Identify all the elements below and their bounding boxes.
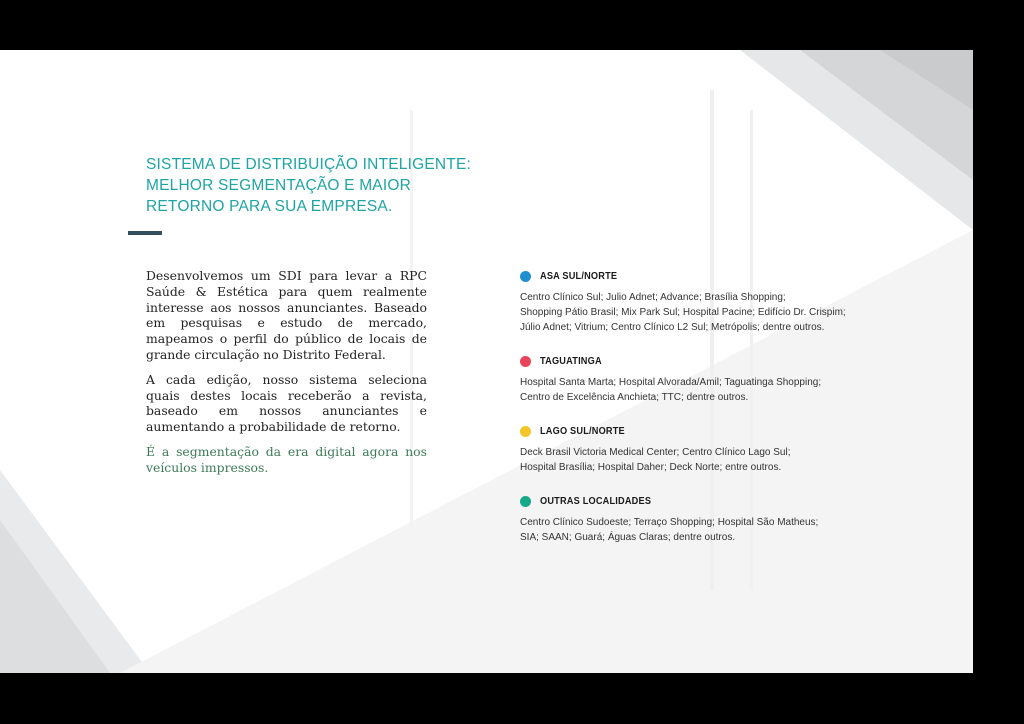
region-title: TAGUATINGA — [540, 355, 602, 367]
intro-paragraph-highlight: É a segmentação da era digital agora nos veículos impressos. — [146, 443, 427, 475]
region-location-line: SIA; SAAN; Guará; Águas Claras; dentre outros. — [520, 532, 736, 543]
region-dot-icon — [520, 271, 531, 282]
region-locations — [520, 375, 900, 405]
region-title: ASA SUL/NORTE — [540, 270, 618, 282]
brochure-page — [0, 50, 973, 673]
region-title: OUTRAS LOCALIDADES — [540, 495, 652, 507]
region-outras-localidades — [520, 493, 900, 545]
region-asa-sul-norte — [520, 268, 900, 335]
region-locations — [520, 515, 900, 545]
region-location-line: Centro de Excelência Anchieta; TTC; dentre outros. — [520, 392, 749, 403]
headline — [146, 154, 486, 217]
region-dot-icon — [520, 426, 531, 437]
accent-divider — [128, 231, 162, 235]
region-locations — [520, 290, 900, 335]
region-location-line: Hospital Santa Marta; Hospital Alvorada/Amil; Taguatinga Shopping; — [520, 377, 822, 388]
intro-text — [146, 268, 427, 485]
region-location-line: Shopping Pátio Brasil; Mix Park Sul; Hospital Pacine; Edifício Dr. Crispim; — [520, 307, 846, 318]
region-dot-icon — [520, 356, 531, 367]
region-location-line: Hospital Brasília; Hospital Daher; Deck Norte; entre outros. — [520, 462, 782, 473]
headline-line-1: SISTEMA DE DISTRIBUIÇÃO INTELIGENTE: — [146, 156, 472, 173]
region-location-line: Júlio Adnet; Vitrium; Centro Clínico L2 Sul; Metrópolis; dentre outros. — [520, 322, 825, 333]
headline-line-3: RETORNO PARA SUA EMPRESA. — [146, 198, 393, 215]
region-dot-icon — [520, 496, 531, 507]
intro-paragraph-2: A cada edição, nosso sistema seleciona quais destes locais receberão a revista, baseado em nossos anunciantes e aumentando a probabilidade de retorno. — [146, 371, 427, 435]
region-taguatinga — [520, 353, 900, 405]
region-lago-sul-norte — [520, 423, 900, 475]
region-locations — [520, 445, 900, 475]
region-location-line: Centro Clínico Sul; Julio Adnet; Advance; Brasília Shopping; — [520, 292, 786, 303]
region-location-line: Centro Clínico Sudoeste; Terraço Shopping; Hospital São Matheus; — [520, 517, 819, 528]
headline-line-2: MELHOR SEGMENTAÇÃO E MAIOR — [146, 177, 411, 194]
region-location-line: Deck Brasil Victoria Medical Center; Centro Clínico Lago Sul; — [520, 447, 791, 458]
intro-paragraph-1: Desenvolvemos um SDI para levar a RPC Saúde & Estética para quem realmente interesse aos nossos anunciantes. Baseado em pesquisas e estudo de mercado, mapeamos o perfil do público de locais de grande circulação no Distrito Federal. — [146, 268, 427, 362]
region-title: LAGO SUL/NORTE — [540, 425, 625, 437]
